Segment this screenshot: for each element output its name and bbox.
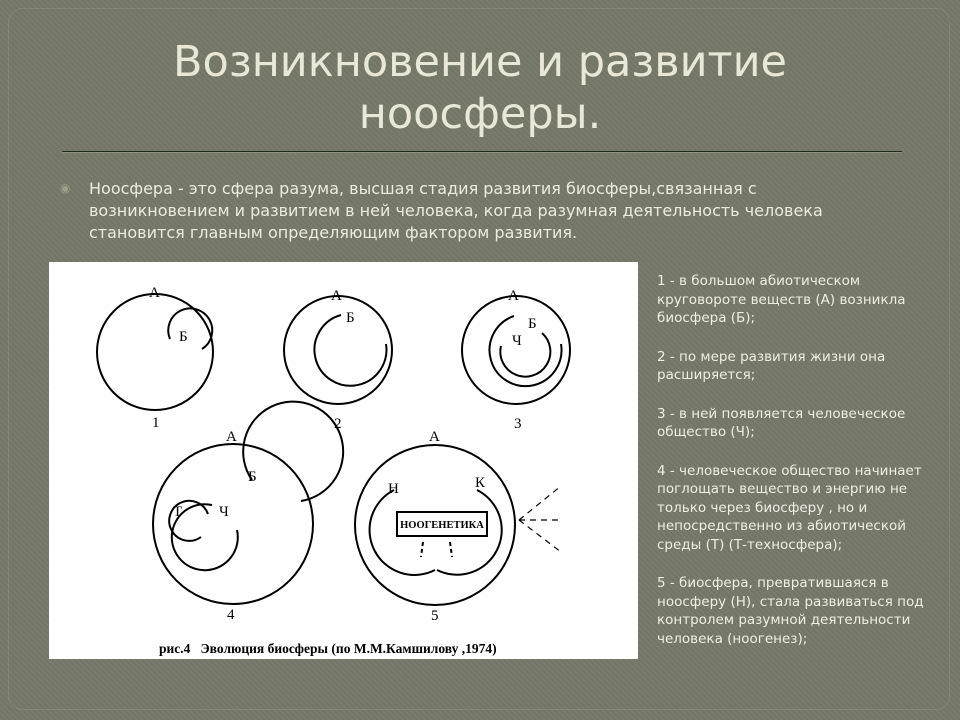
label-ch-3: Ч	[512, 333, 522, 349]
note-2: 2 - по мере развития жизни она расширяется;	[657, 348, 886, 383]
biosphere-arc-4	[243, 402, 343, 501]
ray-up	[519, 486, 561, 520]
label-a-5: А	[429, 429, 440, 445]
title-line-1: Возникновение и развитие	[173, 37, 787, 87]
note-4: 4 - человеческое общество начинает поглощать вещество и энергию не только через биосферу , но и непосредственно из абиотической среды (Т) (Т-техносфера);	[657, 462, 922, 553]
title-divider	[62, 151, 902, 153]
label-a-1: А	[149, 285, 160, 301]
diagram-number-5: 5	[431, 608, 439, 624]
biosphere-arc-1	[168, 308, 212, 349]
noogenetics-dash-right	[450, 542, 452, 557]
figure-caption: рис.4 Эволюция биосферы (по М.М.Камшилову ,1974)	[159, 641, 497, 656]
noosphere-left-arc-5	[370, 490, 435, 575]
diagram-number-1: 1	[152, 415, 160, 431]
slide-title	[60, 36, 900, 140]
notes-list	[657, 272, 947, 668]
note-1: 1 - в большом абиотическом круговороте веществ (А) возникла биосфера (Б);	[657, 273, 906, 326]
diagram-number-3: 3	[514, 416, 522, 432]
figure-diagram	[49, 262, 638, 659]
label-k-5: К	[475, 475, 486, 491]
diagram-number-4: 4	[227, 607, 235, 623]
society-arc-3	[500, 333, 550, 377]
label-b-1: Б	[179, 329, 188, 345]
label-a-4: А	[226, 429, 237, 445]
intro-paragraph: Ноосфера - это сфера разума, высшая стадия развития биосферы,связанная с возникновением и развитием в ней человека, когда разумная деятельность человека становится главным определяющим фактором развития.	[89, 179, 823, 242]
label-n-5: Н	[388, 481, 399, 497]
abiotic-circle-2	[284, 296, 392, 404]
label-a-3: А	[508, 288, 519, 304]
ray-down	[519, 520, 561, 552]
biosphere-evolution-figure	[49, 262, 638, 659]
label-a-2: А	[331, 288, 342, 304]
noosphere-right-arc-5	[437, 490, 502, 575]
abiotic-circle-1	[97, 294, 213, 410]
label-ch-4: Ч	[219, 504, 229, 520]
title-line-2: ноосферы.	[358, 89, 602, 139]
label-b-3: Б	[528, 316, 537, 332]
note-3: 3 - в ней появляется человеческое общество (Ч);	[657, 405, 906, 440]
diagram-number-2: 2	[334, 416, 342, 432]
label-b-4: Б	[248, 469, 257, 485]
note-5: 5 - биосфера, превратившаяся в ноосферу (Н), стала развиваться под контролем разумной деятельности человека (ноогенез);	[657, 575, 924, 647]
abiotic-circle-4	[153, 444, 313, 604]
noogenetics-dash-left	[421, 542, 423, 557]
label-t-4: Т	[173, 504, 183, 520]
label-b-2: Б	[346, 310, 355, 326]
abiotic-circle-3	[462, 296, 570, 404]
bullet-icon: ◉	[60, 181, 71, 195]
noogenetics-label: НООГЕНЕТИКА	[400, 520, 484, 531]
